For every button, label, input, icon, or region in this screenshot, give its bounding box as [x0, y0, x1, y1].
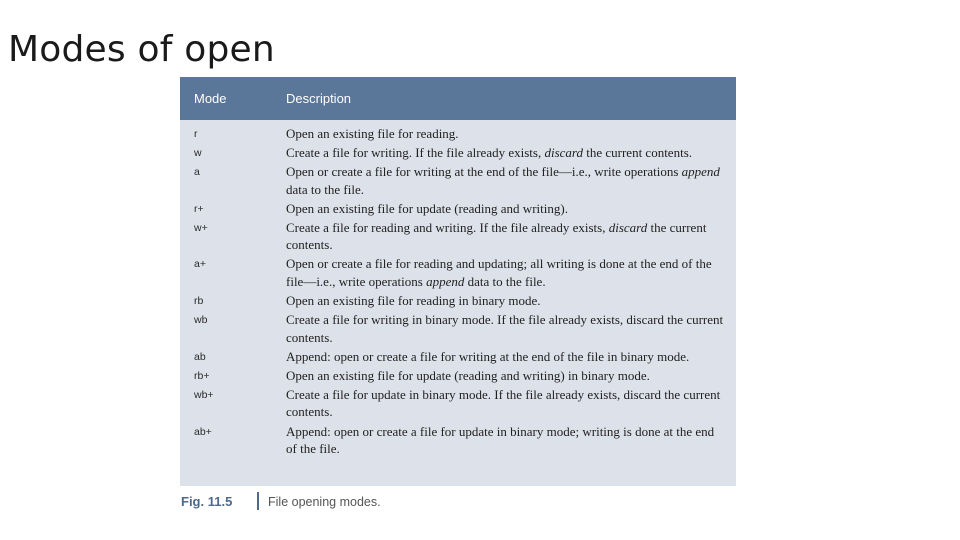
description-text: Append: open or create a file for writing at the end of the file in binary mode.	[286, 348, 690, 364]
description-cell	[286, 386, 726, 421]
description-text: the current contents.	[286, 219, 707, 253]
description-text: data to the file.	[286, 181, 364, 197]
figure-caption	[180, 494, 736, 512]
caption-text: File opening modes.	[268, 495, 381, 509]
mode-cell: wb+	[194, 388, 214, 401]
description-text: Open or create a file for writing at the end of the file—i.e., write operations	[286, 164, 682, 180]
table-row	[180, 200, 736, 218]
description-cell	[286, 200, 726, 218]
file-modes-figure	[180, 77, 736, 512]
mode-cell: rb+	[194, 369, 210, 382]
description-cell	[286, 144, 726, 162]
header-description: Description	[286, 91, 352, 106]
description-text: Create a file for update in binary mode. If the file already exists, discard the current contents.	[286, 386, 721, 420]
description-cell	[286, 255, 726, 290]
mode-cell: ab	[194, 350, 206, 363]
description-text: Create a file for reading and writing. If the file already exists,	[286, 219, 609, 235]
description-cell	[286, 125, 726, 143]
table-row	[180, 163, 736, 198]
description-emphasis: discard	[544, 145, 583, 161]
table-body	[180, 120, 736, 458]
description-emphasis: discard	[608, 219, 648, 235]
description-text: the current contents.	[582, 145, 692, 161]
description-cell	[286, 367, 726, 385]
mode-cell: r	[194, 128, 198, 140]
mode-cell: ab+	[194, 425, 212, 438]
table-row	[180, 144, 736, 162]
table-row	[180, 219, 736, 254]
description-text: data to the file.	[464, 273, 546, 289]
description-text: Open an existing file for reading.	[286, 126, 459, 141]
description-text: Open an existing file for update (reading and writing).	[286, 200, 568, 216]
description-emphasis: append	[681, 164, 720, 180]
description-text: Open an existing file for reading in binary mode.	[286, 293, 541, 309]
description-cell	[286, 292, 726, 310]
caption-divider	[257, 492, 259, 510]
description-text: Open an existing file for update (reading and writing) in binary mode.	[286, 367, 650, 383]
slide-title: Modes of open	[8, 29, 275, 70]
mode-cell: w+	[194, 221, 208, 234]
description-cell	[286, 311, 726, 346]
mode-cell: r+	[194, 202, 204, 215]
description-cell	[286, 163, 726, 198]
description-cell	[286, 348, 726, 366]
table-header-row	[180, 77, 736, 120]
mode-cell: a	[194, 166, 200, 179]
description-text: Create a file for writing. If the file already exists,	[286, 145, 545, 161]
table-row	[180, 423, 736, 458]
table-row	[180, 386, 736, 421]
description-emphasis: append	[426, 273, 465, 289]
header-mode: Mode	[194, 91, 227, 106]
description-text: Append: open or create a file for update in binary mode; writing is done at the end of the file.	[286, 423, 715, 457]
table-row	[180, 292, 736, 310]
mode-cell: w	[194, 147, 202, 160]
table-row	[180, 367, 736, 385]
table-row	[180, 255, 736, 290]
mode-cell: rb	[194, 295, 204, 308]
description-cell	[286, 423, 726, 458]
mode-cell: wb	[194, 314, 208, 327]
description-cell	[286, 219, 726, 254]
table-row	[180, 311, 736, 346]
figure-label: Fig. 11.5	[181, 494, 233, 509]
description-text: Create a file for writing in binary mode. If the file already exists, discard the current contents.	[286, 312, 724, 345]
table-row	[180, 348, 736, 366]
mode-cell: a+	[194, 258, 206, 271]
description-text: Open or create a file for reading and updating; all writing is done at the end of the file—i.e., write operations	[286, 256, 712, 289]
table-row	[180, 125, 736, 143]
file-modes-table	[180, 77, 736, 486]
